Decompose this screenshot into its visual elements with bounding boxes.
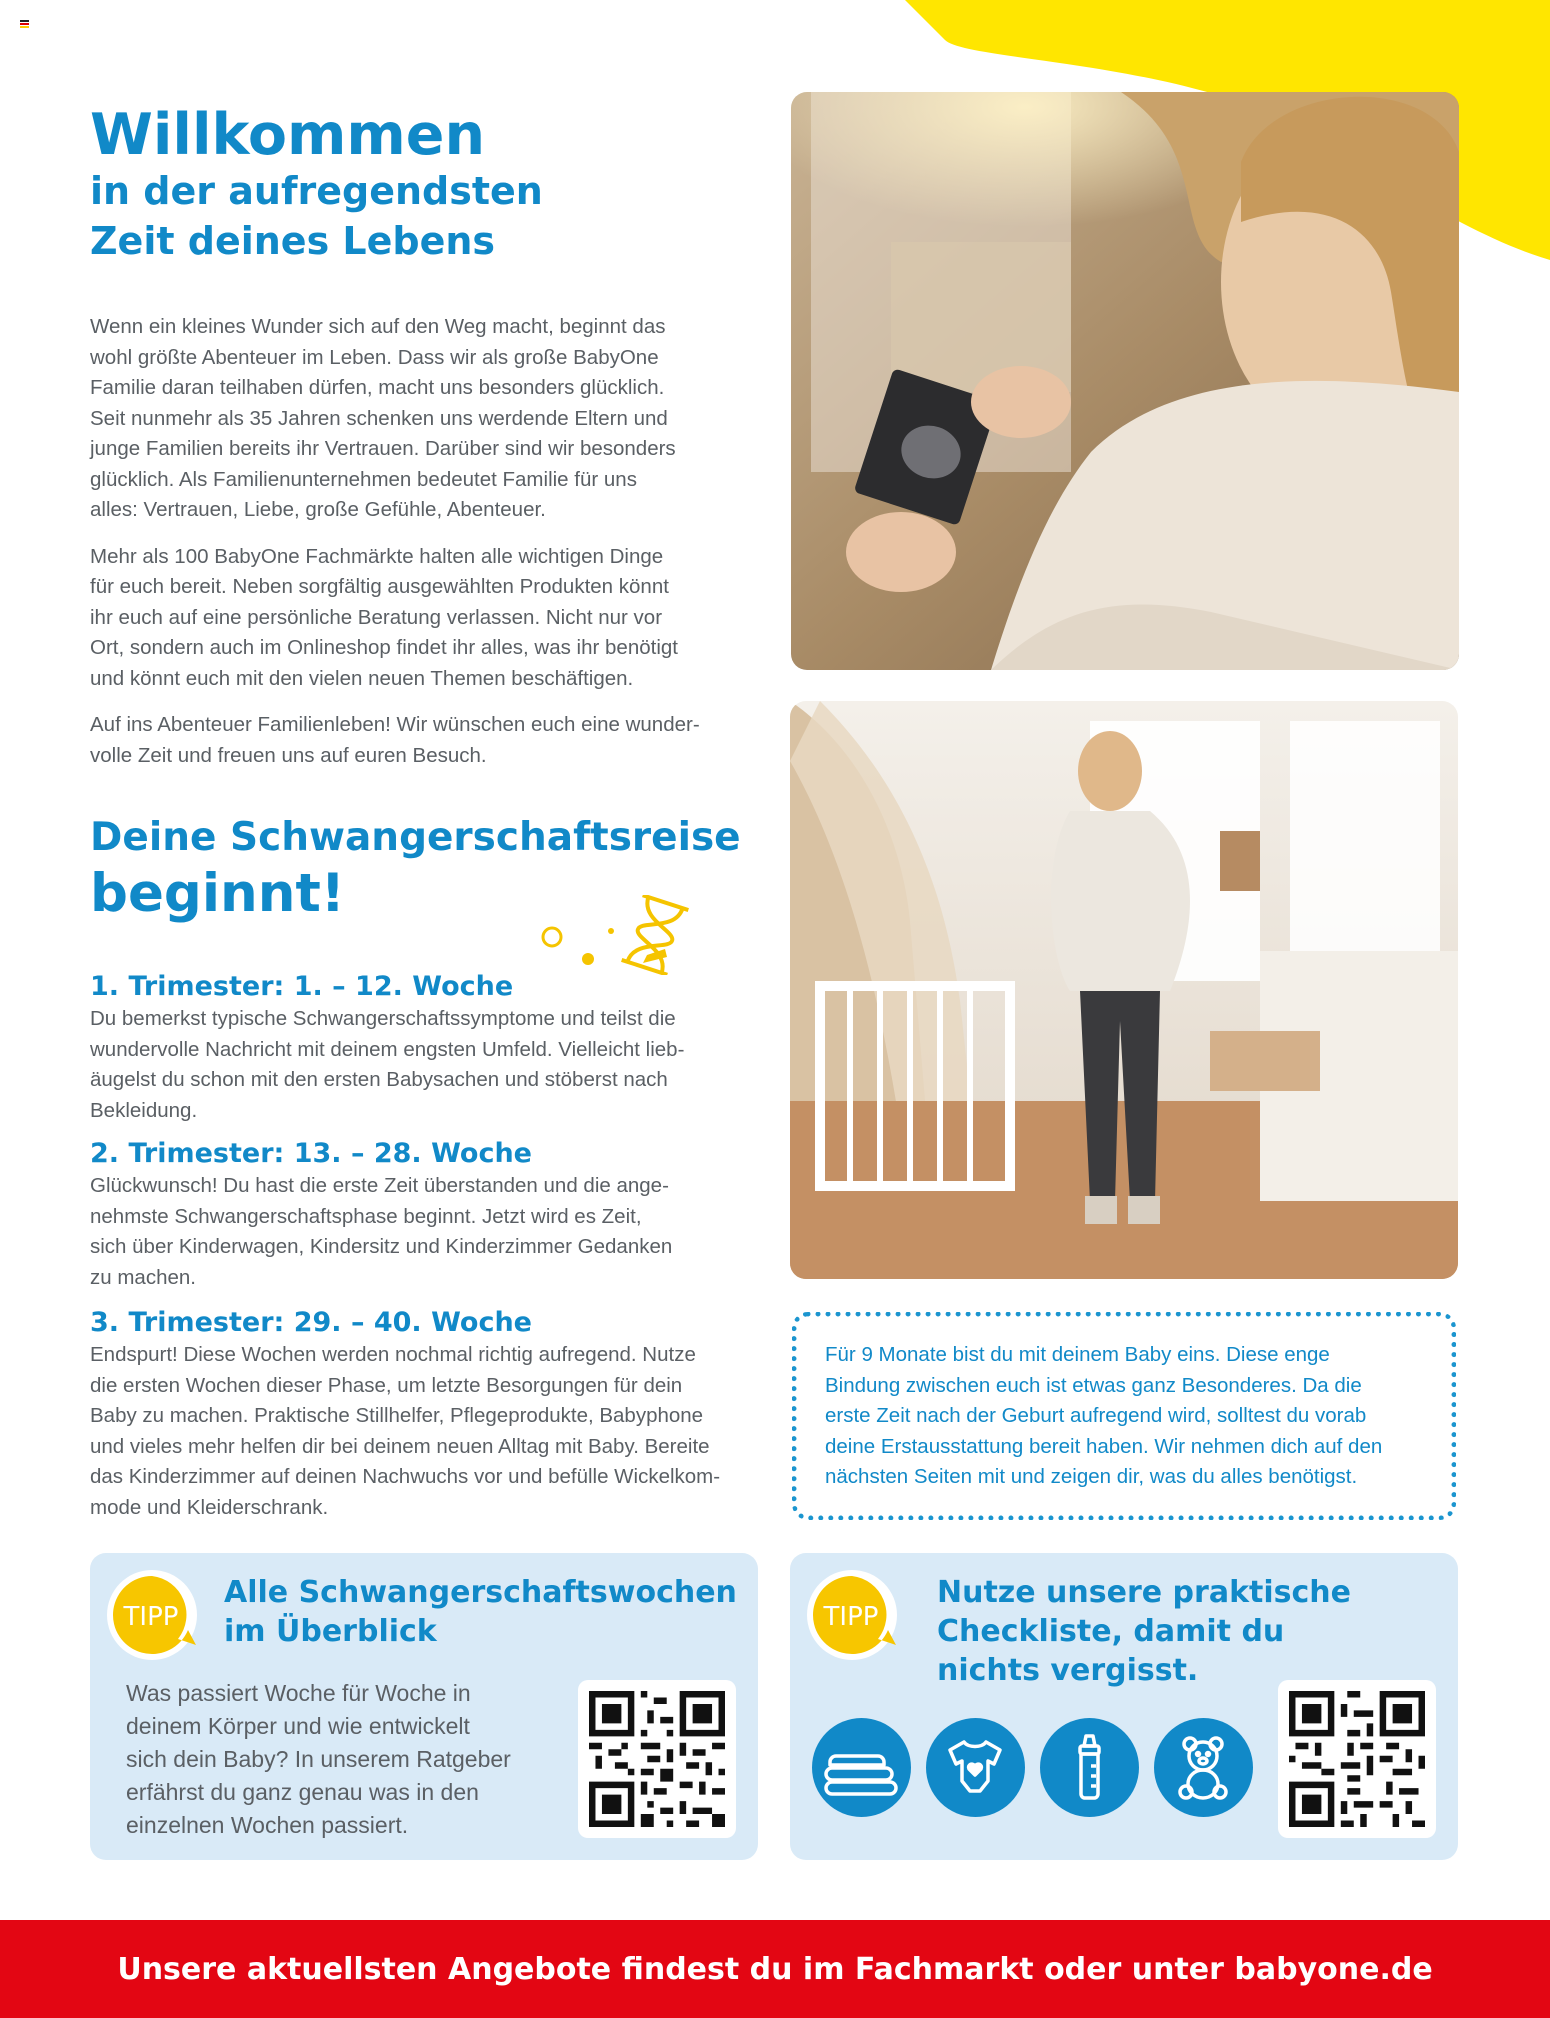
- trimester-3: [90, 1306, 770, 1523]
- tip-1-text: Was passiert Woche für Woche in deinem Körper und wie entwickelt sich dein Baby? In unserem Ratgeber erfährst du ganz genau was in den einzelnen Wochen passiert.: [126, 1680, 511, 1838]
- trimester-2-text: Glückwunsch! Du hast die erste Zeit überstanden und die ange- nehmste Schwangerschaftsphase beginnt. Jetzt wird es Zeit, sich über Kinderwagen, Kindersitz und Kinderzimmer Gedanken zu machen.: [90, 1174, 673, 1289]
- tip-2-title: Nutze unsere praktische Checkliste, damit du nichts vergisst.: [937, 1575, 1351, 1688]
- tip-card-checklist: [790, 1553, 1458, 1860]
- teddy-bear-icon: [1154, 1718, 1253, 1817]
- welcome-subtitle: in der aufregendsten Zeit deines Lebens: [90, 169, 543, 263]
- journey-title-emphasis: beginnt!: [90, 863, 345, 924]
- trimester-1: [90, 970, 770, 1126]
- qr-code-icon: [1289, 1691, 1425, 1827]
- tipp-badge-label: TIPP: [123, 1602, 179, 1632]
- photo-woman-with-ultrasound: [791, 92, 1459, 670]
- journey-title: Deine Schwangerschaftsreise: [90, 815, 741, 860]
- intro-paragraph-2: Mehr als 100 BabyOne Fachmärkte halten alle wichtigen Dinge für euch bereit. Neben sorgfältig ausgewählten Produkten könnt ihr euch auf eine persönliche Beratung verlassen. Nicht nur vor Ort, sondern auch im Onlineshop findet ihr alles, was ihr benötigt und könnt euch mit den vielen neuen Themen beschäftigen.: [90, 544, 678, 690]
- folded-clothes-icon: [812, 1718, 911, 1817]
- flag-icon: [20, 20, 29, 27]
- tipp-badge-icon: [804, 1567, 900, 1663]
- tip-card-weeks-overview: [90, 1553, 758, 1860]
- baby-bodysuit-icon: [926, 1718, 1025, 1817]
- intro-paragraph-1: Wenn ein kleines Wunder sich auf den Weg macht, beginnt das wohl größte Abenteuer im Leben. Dass wir als große BabyOne Familie daran teilhaben dürfen, macht uns besonders glücklich. Seit nunmehr als 35 Jahren schenken uns werdende Eltern und junge Familien bereits ihr Vertrauen. Darüber sind wir besonders glücklich. Als Familienunternehmen bedeutet Familie für uns alles: Vertrauen, Liebe, große Gefühle, Abenteuer.: [90, 315, 676, 521]
- tipp-badge-label: TIPP: [823, 1602, 879, 1632]
- tip-1-title: Alle Schwangerschaftswochen im Überblick: [224, 1575, 737, 1649]
- info-box-text: Für 9 Monate bist du mit deinem Baby eins. Diese enge Bindung zwischen euch ist etwas ganz Besonderes. Da die erste Zeit nach der Geburt aufregend wird, solltest du vorab deine Erstausstattung bereit haben. Wir nehmen dich auf den nächsten Seiten mit und zeigen dir, was du alles benötigst.: [825, 1343, 1383, 1488]
- footer-text[interactable]: Unsere aktuellsten Angebote findest du im Fachmarkt oder unter babyone.de: [117, 1952, 1433, 1987]
- trimester-1-text: Du bemerkst typische Schwangerschaftssymptome und teilst die wundervolle Nachricht mit deinem engsten Umfeld. Vielleicht lieb- äugelst du schon mit den ersten Babysachen und stöberst nach Bekleidung.: [90, 1007, 685, 1122]
- welcome-title: Willkommen: [90, 102, 486, 168]
- hourglass-icon: [535, 895, 705, 975]
- trimester-2: [90, 1137, 770, 1293]
- intro-paragraph-3: Auf ins Abenteuer Familienleben! Wir wünschen euch eine wunder- volle Zeit und freuen uns auf euren Besuch.: [90, 713, 700, 767]
- qr-code-icon: [589, 1691, 725, 1827]
- photo-woman-in-nursery: [790, 701, 1458, 1279]
- footer-banner: [0, 1920, 1550, 2018]
- trimester-3-title: 3. Trimester: 29. – 40. Woche: [90, 1307, 532, 1338]
- trimester-2-title: 2. Trimester: 13. – 28. Woche: [90, 1138, 532, 1169]
- qr-code-checklist[interactable]: [1278, 1680, 1436, 1838]
- trimester-3-text: Endspurt! Diese Wochen werden nochmal richtig aufregend. Nutze die ersten Wochen dieser Phase, um letzte Besorgungen für dein Baby zu machen. Praktische Stillhelfer, Pflegeprodukte, Babyphone und vieles mehr helfen dir bei deinem neuen Alltag mit Baby. Bereite das Kinderzimmer auf deinen Nachwuchs vor und befülle Wickelkom- mode und Kleiderschrank.: [90, 1343, 721, 1519]
- tipp-badge-icon: [104, 1567, 200, 1663]
- intro-text: [90, 312, 750, 787]
- trimester-1-title: 1. Trimester: 1. – 12. Woche: [90, 971, 514, 1002]
- qr-code-weeks[interactable]: [578, 1680, 736, 1838]
- baby-bottle-icon: [1040, 1718, 1139, 1817]
